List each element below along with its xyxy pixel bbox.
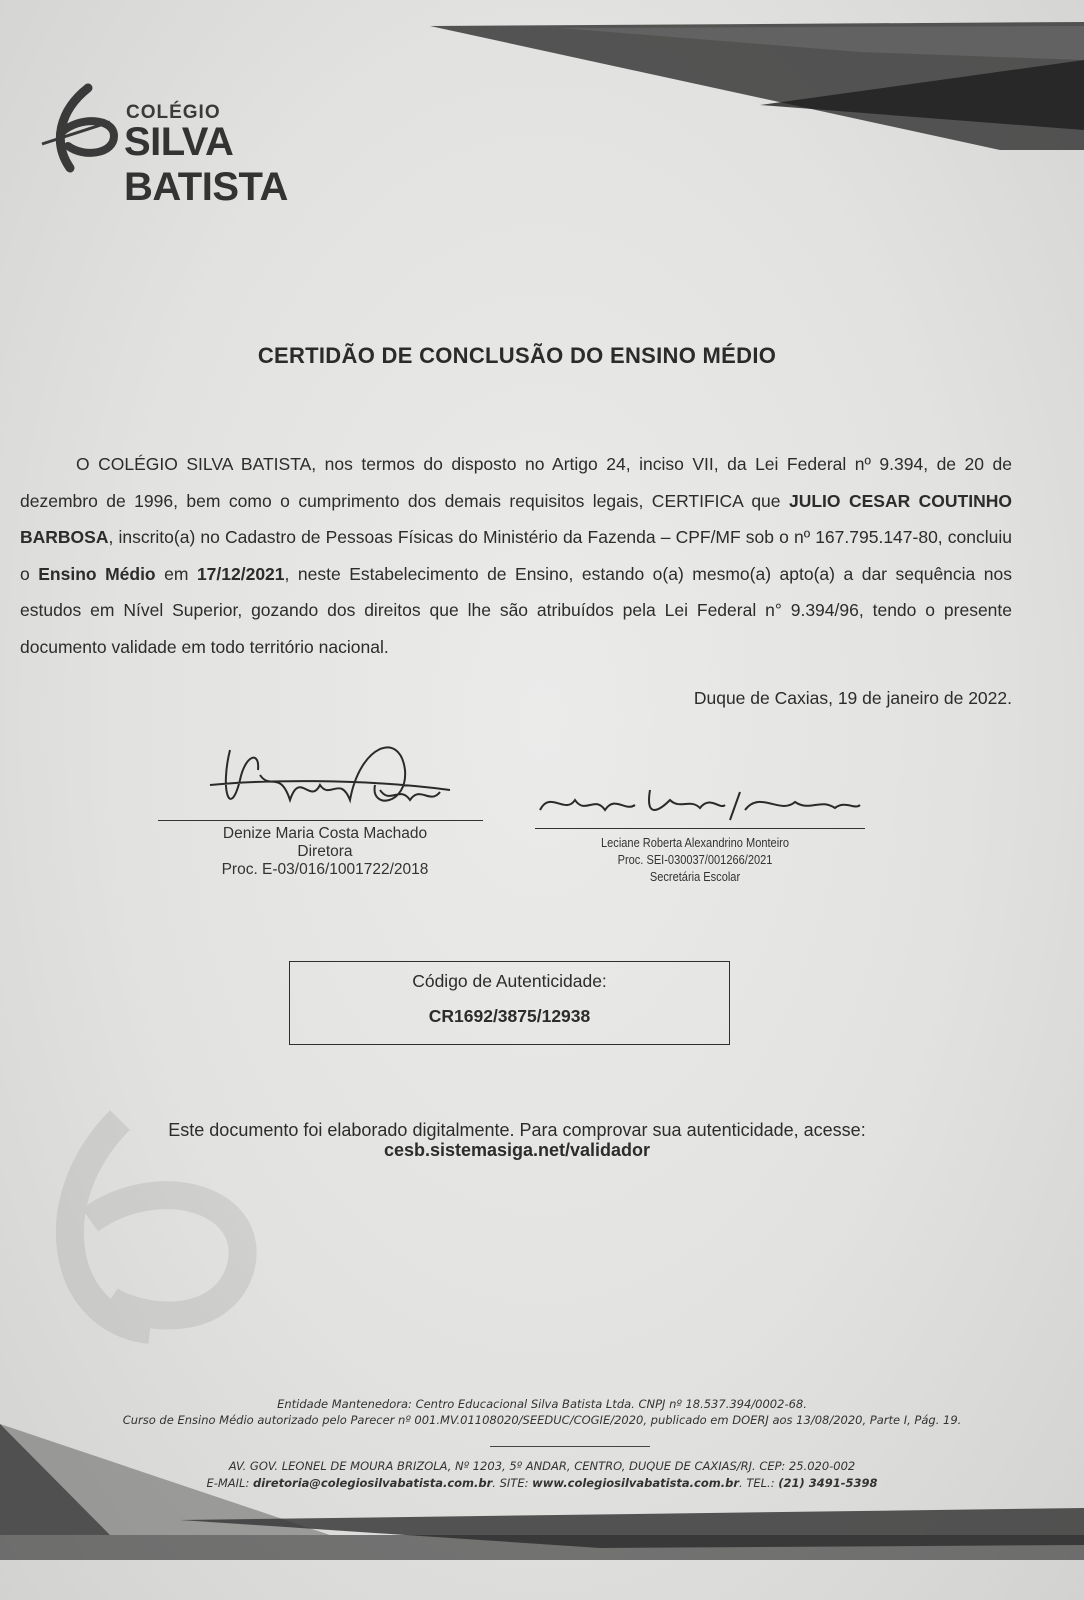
signature-2-handwriting <box>530 780 870 830</box>
signature-1-handwriting <box>200 730 460 830</box>
authenticity-code: CR1692/3875/12938 <box>428 1006 591 1026</box>
body-part-4: , neste Estabelecimento de Ensino, estando o(a) mesmo(a) apto(a) a dar sequência nos estudos em Nível Superior, gozando dos direitos que lhe são atribuídos pela Lei Federal n° 9.394/96, tendo o presente documento validade em todo território nacional. <box>20 563 1012 657</box>
authenticity-box <box>289 961 730 1045</box>
signatory-1-name: Denize Maria Costa Machado <box>222 825 428 842</box>
student-name: JULIO CESAR COUTINHO BARBOSA <box>20 490 1012 547</box>
signatory-2-block <box>555 834 836 885</box>
completion-date: 17/12/2021 <box>196 563 285 584</box>
signatory-1-proc: Proc. E-03/016/1001722/2018 <box>221 861 429 878</box>
tel-label: . TEL.: <box>739 1476 779 1490</box>
footer-site[interactable]: www.colegiosilvabatista.com.br <box>532 1476 740 1490</box>
signature-2-line <box>535 828 865 829</box>
footer-legal <box>0 1396 1084 1428</box>
school-logo <box>40 82 400 209</box>
logo-text-big: SILVA BATISTA <box>124 120 288 209</box>
body-part-2: , inscrito(a) no Cadastro de Pessoas Físicas do Ministério da Fazenda – CPF/MF sob o nº 167.795.147-80, concluiu o <box>20 527 1012 584</box>
school-logo-mark-icon <box>40 82 122 182</box>
place-and-date: Duque de Caxias, 19 de janeiro de 2022. <box>693 688 1012 708</box>
certificate-body <box>20 446 1012 665</box>
validator-text: Este documento foi elaborado digitalmente. Para comprovar sua autenticidade, acesse: <box>168 1120 866 1140</box>
email-label: E-MAIL: <box>206 1476 253 1490</box>
body-part-3: em <box>155 563 197 584</box>
signatory-1-role: Diretora <box>297 843 353 860</box>
footer-email[interactable]: diretoria@colegiosilvabatista.com.br <box>252 1476 493 1490</box>
body-part-1: O COLÉGIO SILVA BATISTA, nos termos do disposto no Artigo 24, inciso VII, da Lei Federal nº 9.394, de 20 de dezembro de 1996, bem como o cumprimento dos demais requisitos legais, CERTIFICA que <box>20 454 1012 511</box>
signature-1-line <box>158 820 483 821</box>
footer-entity: Entidade Mantenedora: Centro Educacional Silva Batista Ltda. CNPJ nº 18.537.394/0002-68. <box>277 1397 807 1411</box>
validator-url[interactable]: cesb.sistemasiga.net/validador <box>383 1140 651 1160</box>
footer-divider <box>490 1446 650 1447</box>
signatory-2-role: Secretária Escolar <box>649 869 741 884</box>
footer-contact <box>0 1458 1084 1492</box>
logo-text-small: COLÉGIO <box>126 102 221 123</box>
footer-phone: (21) 3491-5398 <box>778 1476 878 1490</box>
authenticity-label: Código de Autenticidade: <box>412 971 607 991</box>
document-title: CERTIDÃO DE CONCLUSÃO DO ENSINO MÉDIO <box>257 343 777 368</box>
footer-authorization: Curso de Ensino Médio autorizado pelo Parecer nº 001.MV.01108020/SEEDUC/COGIE/2020, publicado em DOERJ aos 13/08/2020, Parte I, Pág. 19. <box>122 1413 962 1427</box>
signatory-1-block <box>160 825 490 879</box>
site-label: . SITE: <box>492 1476 533 1490</box>
footer-contact-line <box>0 1475 1084 1492</box>
signatory-2-name: Leciane Roberta Alexandrino Monteiro <box>601 835 789 850</box>
validator-notice <box>0 1120 1034 1160</box>
footer-address: AV. GOV. LEONEL DE MOURA BRIZOLA, Nº 1203, 5º ANDAR, CENTRO, DUQUE DE CAXIAS/RJ. CEP: 25.020-002 <box>228 1459 856 1473</box>
course-name: Ensino Médio <box>38 563 156 584</box>
signatory-2-proc: Proc. SEI-030037/001266/2021 <box>617 852 773 867</box>
